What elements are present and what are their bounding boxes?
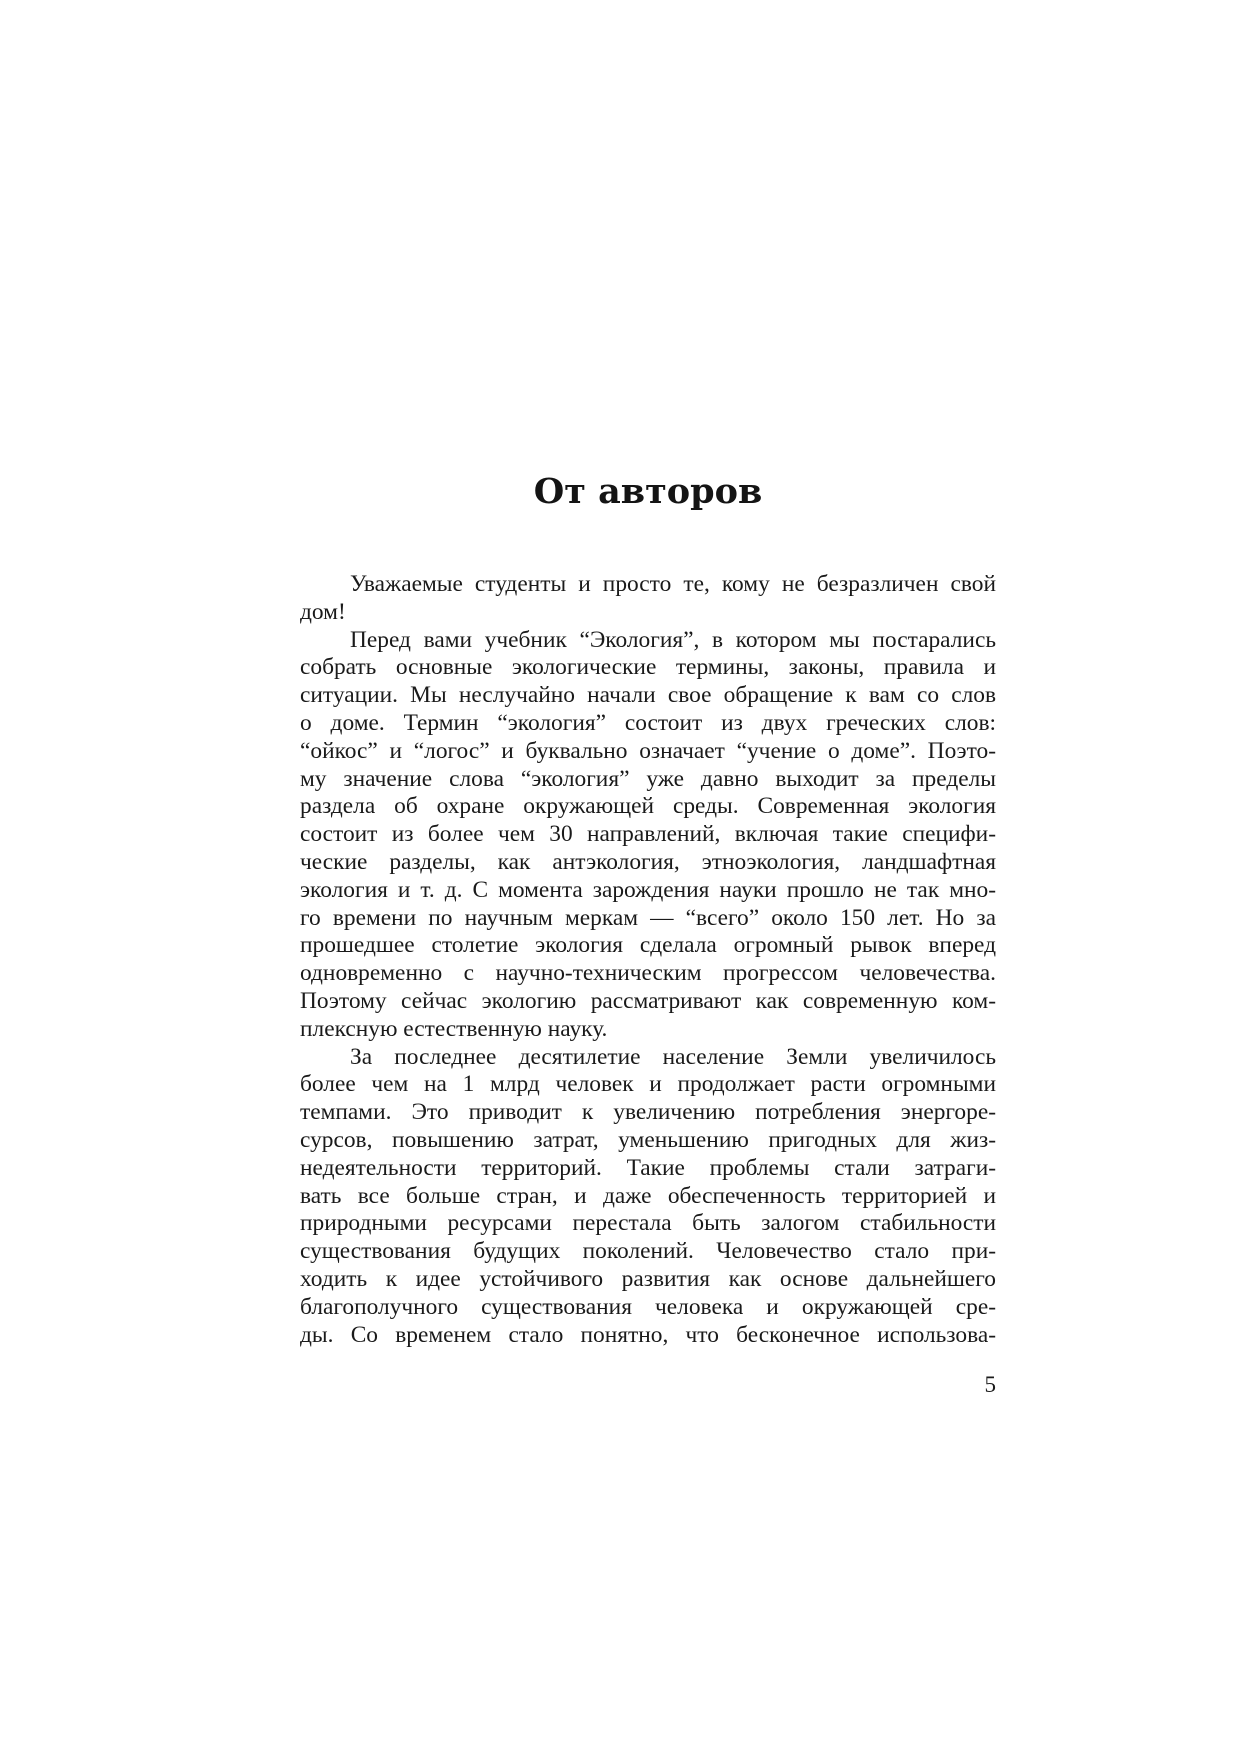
- text-line: Поэтому сейчас экологию рассматривают как современную ком-: [300, 987, 996, 1014]
- text-line: ческие разделы, как антэкология, этноэкология, ландшафтная: [300, 848, 996, 875]
- text-line: сурсов, повышению затрат, уменьшению пригодных для жиз-: [300, 1126, 996, 1153]
- text-line: природными ресурсами перестала быть залогом стабильности: [300, 1210, 996, 1237]
- text-line: “ойкос” и “логос” и буквально означает “учение о доме”. Поэто-: [300, 737, 996, 764]
- text-line: Уважаемые студенты и просто те, кому не безразличен свой: [350, 571, 996, 597]
- text-line: вать все больше стран, и даже обеспеченность территорией и: [300, 1182, 996, 1209]
- paragraph-3: [300, 1044, 996, 1350]
- text-line: раздела об охране окружающей среды. Современная экология: [300, 793, 996, 820]
- text-line: более чем на 1 млрд человек и продолжает расти огромными: [300, 1071, 996, 1098]
- text-line: ды. Со временем стало понятно, что бесконечное использова-: [300, 1321, 996, 1348]
- text-line: му значение слова “экология” уже давно выходит за пределы: [300, 765, 996, 792]
- body-text: [300, 571, 996, 1349]
- text-line: о доме. Термин “экология” состоит из двух греческих слов:: [300, 709, 996, 736]
- text-line: существования будущих поколений. Человечество стало при-: [300, 1238, 996, 1265]
- text-line: го времени по научным меркам — “всего” около 150 лет. Но за: [300, 904, 996, 931]
- page-number: 5: [984, 1372, 996, 1397]
- text-line: плексную естественную науку.: [300, 1015, 608, 1042]
- text-line: недеятельности территорий. Такие проблемы стали затраги-: [300, 1154, 996, 1181]
- text-line: За последнее десятилетие население Земли увеличилось: [350, 1043, 996, 1070]
- text-line: собрать основные экологические термины, законы, правила и: [300, 654, 996, 681]
- text-line: Перед вами учебник “Экология”, в котором мы постарались: [350, 626, 996, 653]
- text-line: темпами. Это приводит к увеличению потребления энергоре-: [300, 1099, 996, 1126]
- text-line: ситуации. Мы неслучайно начали свое обращение к вам со слов: [300, 682, 996, 709]
- paragraph-1: [300, 571, 996, 627]
- paragraph-2: [300, 627, 996, 1044]
- text-line: одновременно с научно-техническим прогрессом человечества.: [300, 960, 996, 987]
- text-line: ходить к идее устойчивого развития как основе дальнейшего: [300, 1265, 996, 1292]
- text-line: состоит из более чем 30 направлений, включая такие специфи-: [300, 821, 996, 848]
- text-line: дом!: [300, 598, 346, 625]
- page-title: От авторов: [533, 471, 763, 512]
- text-line: прошедшее столетие экология сделала огромный рывок вперед: [300, 932, 996, 959]
- text-line: благополучного существования человека и окружающей сре-: [300, 1293, 996, 1320]
- text-line: экология и т. д. С момента зарождения науки прошло не так мно-: [300, 876, 996, 903]
